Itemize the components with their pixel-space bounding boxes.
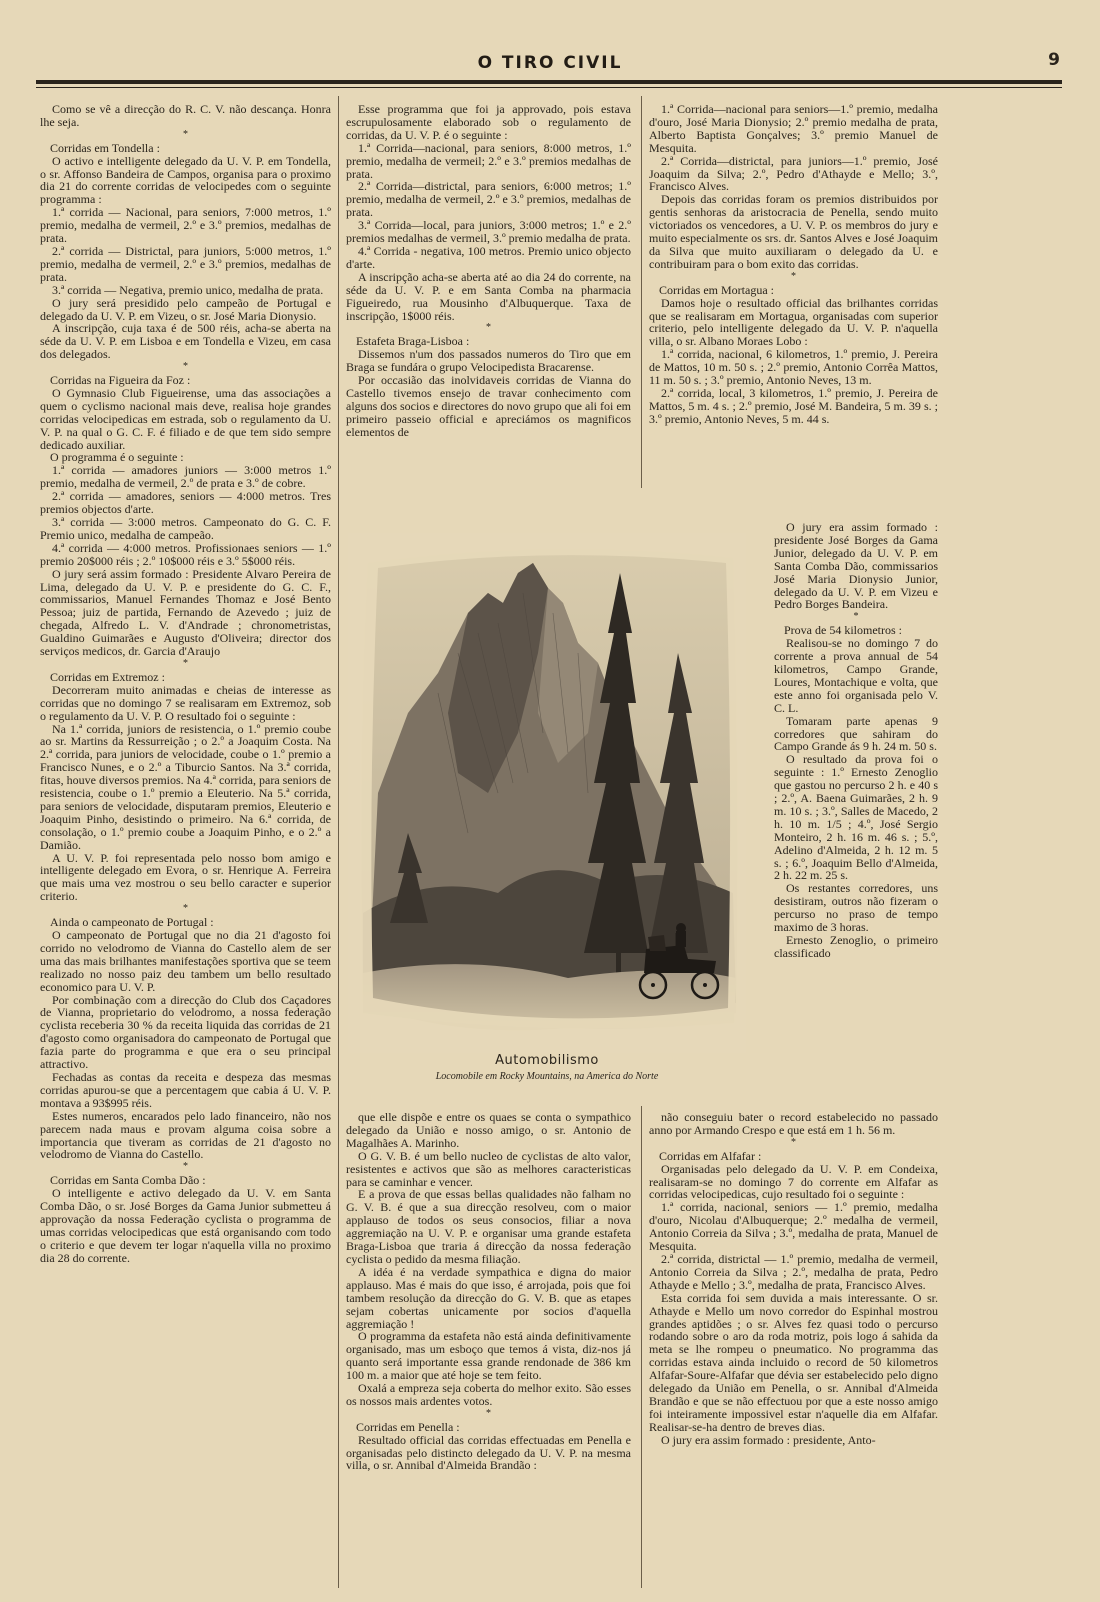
column-3-narrow bbox=[774, 521, 938, 960]
section-separator: * bbox=[183, 903, 188, 915]
section-separator: * bbox=[486, 322, 491, 334]
mountain-car-engraving bbox=[348, 533, 746, 1053]
paragraph: Por combinação com a direcção do Club dos Caçadores de Vianna, proprietario do velodromo, a nossa federação cyclista receberia 30 % da receita liquida das corridas de 21 d'agosto como organisadora do campeonato de Portugal que fazia parte do programma e que era o seu principal attractivo. bbox=[40, 992, 331, 1072]
column-divider-2-top bbox=[641, 96, 642, 488]
paragraph: 2.ª corrida — amadores, seniors — 4:000 metros. Tres premios objectos d'arte. bbox=[40, 489, 331, 517]
paragraph: Resultado official das corridas effectuadas em Penella e organisadas pelo distincto delegado da U. V. P. na mesma villa, o sr. Annibal d'Almeida Brandão : bbox=[346, 1432, 631, 1473]
automobile-illustration bbox=[348, 533, 746, 1053]
paragraph: Ernesto Zenoglio, o primeiro classificado bbox=[774, 933, 938, 960]
paragraph: Fechadas as contas da receita e despeza das mesmas corridas apurou-se que a percentagem que cabia á U. V. P. montava a 93$995 réis. bbox=[40, 1069, 331, 1110]
paragraph: O Gymnasio Club Figueirense, uma das associações a quem o cyclismo nacional mais deve, realisa hoje grandes corridas velocipedicas em estrada, sob o regulamento da U. V. P. na qual o G. C. F. é filiado e de que tem sido sempre dedicado auxiliar. bbox=[40, 385, 331, 452]
column-3-top bbox=[649, 103, 938, 426]
paragraph: 2.ª Corrida—districtal, para seniors, 6:000 metros; 1.º premio, medalha de vermeil, 2.º e 3.º premios, medalhas de prata. bbox=[346, 179, 631, 220]
paragraph: O programma da estafeta não está ainda definitivamente organisado, mas um esboço que temos á vista, diz-nos já quanto será importante essa grande rendonade de 386 km 100 m. a maior que até hoje se tem feito. bbox=[346, 1329, 631, 1383]
paragraph: O jury será assim formado : Presidente Alvaro Pereira de Lima, delegado da U. V. P. e presidente do G. C. F., commissarios, Manuel Fernandes Thomaz e José Bento Pessoa; juiz de partida, Fernando de Azevedo ; juiz de chegada, Alfredo L. V. d'Andrade ; chronometristas, Gualdino Guimarães e Augusto d'Oliveira; director dos serviços medicos, dr. Garcia d'Araujo bbox=[40, 566, 331, 659]
paragraph: A U. V. P. foi representada pelo nosso bom amigo e intelligente delegado em Evora, o sr. Henrique A. Ferreira que mais uma vez mostrou o seu bello caracter e superior criterio. bbox=[40, 850, 331, 904]
section-separator: * bbox=[853, 611, 859, 623]
paragraph: O resultado da prova foi o seguinte : 1.º Ernesto Zenoglio que gastou no percurso 2 h. e 40 s ; 2.º, A. Baena Guimarães, 2 h. 9 m. 10 s. ; 3.º, Salles de Macedo, 2 h. 10 m. 1/5 ; 4.º, José Sergio Monteiro, 2 h. 16 m. 46 s. ; 5.º, Adelino d'Almeida, 2 h. 12 m. 5 s. ; 6.º, Joaquim Bello d'Almeida, 2 h. 22 m. 25 s. bbox=[774, 752, 938, 883]
column-3-bottom bbox=[649, 1111, 938, 1447]
paragraph: Tomaram parte apenas 9 corredores que sahiram do Campo Grande ás 9 h. 24 m. 50 s. bbox=[774, 713, 938, 754]
paragraph: Estes numeros, encarados pelo lado financeiro, não nos parecem nada maus e provam alguma coisa sobre a importancia que tiveram as corridas de 21 d'agosto no velodromo de Vianna do Castello. bbox=[40, 1108, 331, 1162]
section-separator: * bbox=[183, 1161, 188, 1173]
paragraph: Realisou-se no domingo 7 do corrente a prova annual de 54 kilometros, Campo Grande, Loures, Montachique e volta, que este anno foi organisada pelo V. C. L. bbox=[774, 636, 938, 715]
paragraph: 4.ª Corrida - negativa, 100 metros. Premio unico objecto d'arte. bbox=[346, 243, 631, 271]
paragraph: 1.ª corrida — Nacional, para seniors, 7:000 metros, 1.º premio, medalha de vermeil, 2.º e 3.º premios, medalhas de prata. bbox=[40, 205, 331, 246]
page-number: 9 bbox=[1048, 50, 1060, 70]
paragraph: 1.ª corrida, nacional, 6 kilometros, 1.º premio, J. Pereira de Mattos, 10 m. 50 s. ; 2.º premio, Antonio Corrêa Mattos, 11 m. 50 s. ; 3.º premio, Antonio Neves, 13 m. bbox=[649, 347, 938, 388]
section-separator: * bbox=[183, 657, 188, 669]
section-heading: Corridas em Tondella : bbox=[50, 140, 160, 155]
figure-subtitle: Locomobile em Rocky Mountains, na America do Norte bbox=[435, 1071, 659, 1082]
section-separator: * bbox=[791, 1136, 796, 1148]
column-divider-2-bottom bbox=[641, 1106, 642, 1588]
paragraph: Esta corrida foi sem duvida a mais interessante. O sr. Athayde e Mello um novo corredor do Espinhal mostrou grandes aptidões ; o sr. Alves fez quasi todo o percurso rodando sobre o aro da roda motriz, pois logo á sahida da meta se lhe rompeu o pneumatico. No programma das corridas estava ainda incluido o record de 50 kilometros Alfafar-Soure-Alfafar que dévia ser estabelecido pelo digno delegado da União em Penella, o sr. Annibal d'Almeida Brandão e que se não effectuou por que a este nosso amigo foi inteiramente impossivel estar n'aquelle dia em Alfafar. Realisar-se-ha dentro de breves dias. bbox=[649, 1290, 938, 1434]
section-heading: Ainda o campeonato de Portugal : bbox=[50, 915, 214, 930]
section-separator: * bbox=[183, 361, 188, 373]
paragraph: 1.ª Corrida—nacional, para seniors, 8:000 metros, 1.º premio, medalha de vermeil; 2.º e 3.º premios medalhas de prata. bbox=[346, 140, 631, 181]
column-divider-1 bbox=[338, 96, 339, 1588]
paragraph: Depois das corridas foram os premios distribuidos por gentis senhoras da aristocracia de Penella, sendo muito victoriados os vencedores, a U. V. P. os membros do jury e muito especialmente os srs. dr. Santos Alves e José Joaquim da Silva que muito auxiliaram o delegado da U. e contribuiram para o bom exito das corridas. bbox=[649, 192, 938, 271]
figure-title: Automobilismo bbox=[495, 1053, 599, 1068]
paragraph: 2.ª corrida, local, 3 kilometros, 1.º premio, J. Pereira de Mattos, 5 m. 4 s. ; 2.º premio, José M. Bandeira, 5 m. 39 s. ; 3.º premio, Antonio Neves, 5 m. 44 s. bbox=[649, 385, 938, 426]
section-heading: Estafeta Braga-Lisboa : bbox=[356, 334, 470, 349]
paragraph: Como se vê a direcção do R. C. V. não descança. Honra lhe seja. bbox=[40, 102, 331, 129]
paragraph: O campeonato de Portugal que no dia 21 d'agosto foi corrido no velodromo de Vianna do Castello alem de ser uma das mais brilhantes manifestações sportiva que se teem realizado no nosso paiz deu tambem um bello resultado economico para U. V. P. bbox=[40, 928, 331, 994]
section-heading: Prova de 54 kilometros : bbox=[784, 623, 902, 638]
paragraph: Oxalá a empreza seja coberta do melhor exito. São esses os nossos mais ardentes votos. bbox=[346, 1381, 631, 1408]
paragraph: Na 1.ª corrida, juniors de resistencia, o 1.º premio coube ao sr. Martins da Ressurreição ; o 2.º a Joaquim Costa. Na 2.ª corrida, para juniors de velocidade, coube o 1.º premio a Francisco Nunes, e o 2.º a Tiburcio Santos. Na 3.ª corrida, fitas, houve diversos premios. Na 4.ª corrida, para seniors de resistencia, coube o 1.º premio a Eleuterio. Na 5.ª corrida, para seniors de velocidade, disputaram premios, Eleuterio e Joaquim Pinho, desistindo o primeiro. Na 6.ª corrida, de consolação, o 1.º premio coube a Joaquim Pinho, e o 2.º a Damião. bbox=[40, 721, 331, 852]
header-rule-thin bbox=[36, 87, 1062, 88]
paragraph: A inscripção, cuja taxa é de 500 réis, acha-se aberta na séde da U. V. P. em Lisboa e em Tondella e Vizeu, em casa dos delegados. bbox=[40, 321, 331, 362]
paragraph: Organisadas pelo delegado da U. V. P. em Condeixa, realisaram-se no domingo 7 do corrente em Alfafar as corridas velocipedicas, cujo resultado foi o seguinte : bbox=[649, 1161, 938, 1202]
paragraph: 3.ª corrida — 3:000 metros. Campeonato do G. C. F. Premio unico, medalha de campeão. bbox=[40, 515, 331, 542]
page-header bbox=[40, 48, 1060, 78]
paragraph: 1.ª corrida, nacional, seniors — 1.º premio, medalha d'ouro, Nicolau d'Albuquerque; 2.º medalha de vermeil, Antonio Correia da Silva ; 3.º, medalha de prata, Manuel de Mesquita. bbox=[649, 1200, 938, 1254]
paragraph: O jury era assim formado : presidente José Borges da Gama Junior, delegado da U. V. P. em Santa Comba Dão, commissarios José Maria Dionysio Junior, delegado da U. V. P. em Vizeu e Pedro Borges Bandeira. bbox=[774, 520, 938, 612]
paragraph: Decorreram muito animadas e cheias de interesse as corridas que no domingo 7 se realisaram em Extremoz, sob o regulamento da U. V. P. O resultado foi o seguinte : bbox=[40, 682, 331, 723]
paragraph: 2.ª Corrida—districtal, para juniors—1.º premio, José Joaquim da Silva; 2.º, Pedro d'Athayde e Mello; 3.º, Francisco Alves. bbox=[649, 153, 938, 194]
paragraph: 1.ª corrida — amadores juniors — 3:000 metros 1.º premio, medalha de vermeil, 2.º de prata e 3.º de cobre. bbox=[40, 463, 331, 491]
paragraph: 3.ª corrida — Negativa, premio unico, medalha de prata. bbox=[52, 282, 324, 297]
section-heading: Corridas em Extremoz : bbox=[50, 669, 165, 684]
section-heading: Corridas na Figueira da Foz : bbox=[50, 373, 191, 388]
paragraph: Esse programma que foi ja approvado, pois estava escrupulosamente elaborado sob o regulamento de corridas, da U. V. P. é o seguinte : bbox=[346, 102, 631, 142]
paragraph: 2.ª corrida — Districtal, para juniors, 5:000 metros, 1.º premio, medalha de vermeil, 2.º e 3.º premios, medalhas de prata. bbox=[40, 243, 331, 284]
section-separator: * bbox=[791, 270, 796, 282]
paragraph: 1.ª Corrida—nacional para seniors—1.º premio, medalha d'ouro, José Maria Dionysio; 2.º premio medalha de prata, Alberto Baptista Gonçalves; 3.º premio Manuel de Mesquita. bbox=[649, 102, 938, 155]
column-1 bbox=[40, 103, 331, 1265]
figure-caption bbox=[342, 1053, 752, 1082]
paragraph: 3.ª Corrida—local, para juniors, 3:000 metros; 1.º e 2.º premios medalhas de vermeil, 3.º premio medalha de prata. bbox=[346, 218, 631, 246]
paragraph: O intelligente e activo delegado da U. V. em Santa Comba Dão, o sr. José Borges da Gama Junior submetteu á approvação da nossa Federação cyclista o programma de umas corridas velocipedicas que está organisando com todo o criterio e que devem ter logar n'aquella villa no proximo dia 28 do corrente. bbox=[40, 1186, 331, 1265]
paragraph: Damos hoje o resultado official das brilhantes corridas que se realisaram em Mortagua, organisadas com superior criterio, pelo intelligente delegado da U. V. P. n'aquella villa, o sr. Albano Moraes Lobo : bbox=[649, 295, 938, 349]
paragraph: O jury era assim formado : presidente, Anto- bbox=[661, 1432, 876, 1447]
paragraph: que elle dispõe e entre os quaes se conta o sympathico delegado da União e nosso amigo, o sr. Antonio de Magalhães A. Marinho. bbox=[346, 1110, 631, 1150]
column-2-bottom bbox=[346, 1111, 631, 1472]
paragraph: Dissemos n'um dos passados numeros do Tiro que em Braga se fundára o grupo Velocipedista Bracarense. bbox=[346, 347, 631, 375]
column-2-top bbox=[346, 103, 631, 439]
paragraph: 4.ª corrida — 4:000 metros. Profissionaes seniors — 1.º premio 20$000 réis ; 2.º 10$000 réis e 3.º 5$000 réis. bbox=[40, 540, 331, 568]
section-heading: Corridas em Alfafar : bbox=[659, 1148, 762, 1163]
section-heading: Corridas em Santa Comba Dão : bbox=[50, 1173, 206, 1188]
section-separator: * bbox=[183, 128, 188, 140]
section-separator: * bbox=[486, 1407, 491, 1419]
paragraph: O jury será presidido pelo campeão de Portugal e delegado da U. V. P. em Vizeu, o sr. José Maria Dionysio. bbox=[40, 295, 331, 323]
header-rule-thick bbox=[36, 80, 1062, 84]
section-heading: Corridas em Penella : bbox=[356, 1419, 460, 1434]
paragraph: A inscripção acha-se aberta até ao dia 24 do corrente, na séde da U. V. P. e em Santa Comba na pharmacia Figueiredo, rua Mousinho d'Albuquerque. Taxa de inscripção, 1$000 réis. bbox=[346, 269, 631, 323]
paragraph: A idéa é na verdade sympathica e digna do maior applauso. Mas é mais do que isso, é arrojada, pois que foi tambem resolução da direcção do G. V. B. que as etapes sejam cobertas unicamente por socios d'aquella aggremiação ! bbox=[346, 1264, 631, 1331]
section-heading: O programma é o seguinte : bbox=[50, 450, 184, 465]
newspaper-title: O TIRO CIVIL bbox=[477, 53, 623, 73]
paragraph: Os restantes corredores, uns desistiram, outros não fizeram o percurso no praso de tempo maximo de 3 horas. bbox=[774, 881, 938, 935]
paragraph: Por occasião das inolvidaveis corridas de Vianna do Castello tivemos ensejo de travar conhecimento com alguns dos socios e directores do novo grupo que ali foi em primeiro passeio official e apreciámos os magnificos elementos de bbox=[346, 373, 631, 439]
paragraph: 2.ª corrida, districtal — 1.º premio, medalha de vermeil, Antonio Correia da Silva ; 2.º, medalha de prata, Pedro Athayde e Mello ; 3.º, medalha de prata, Francisco Alves. bbox=[649, 1251, 938, 1292]
paragraph: E a prova de que essas bellas qualidades não falham no G. V. B. é que a sua direcção resolveu, com o maior applauso de todos os seus consocios, filiar a nova aggremiação na U. V. P. e organisar uma grande estafeta Braga-Lisboa que traria á direcção da nossa federação cyclista o pedido da mesma filiação. bbox=[346, 1187, 631, 1266]
paragraph: O activo e intelligente delegado da U. V. P. em Tondella, o sr. Affonso Bandeira de Campos, organisa para o proximo dia 21 do corrente corridas de velocipedes com o seguinte programma : bbox=[40, 153, 331, 207]
section-heading: Corridas em Mortagua : bbox=[659, 282, 774, 297]
paragraph: O G. V. B. é um bello nucleo de cyclistas de alto valor, resistentes e activos que são as melhores caracteristicas para se caminhar e vencer. bbox=[346, 1148, 631, 1189]
paragraph: não conseguiu bater o record estabelecido no passado anno por Armando Crespo e que está em 1 h. 56 m. bbox=[649, 1110, 938, 1137]
